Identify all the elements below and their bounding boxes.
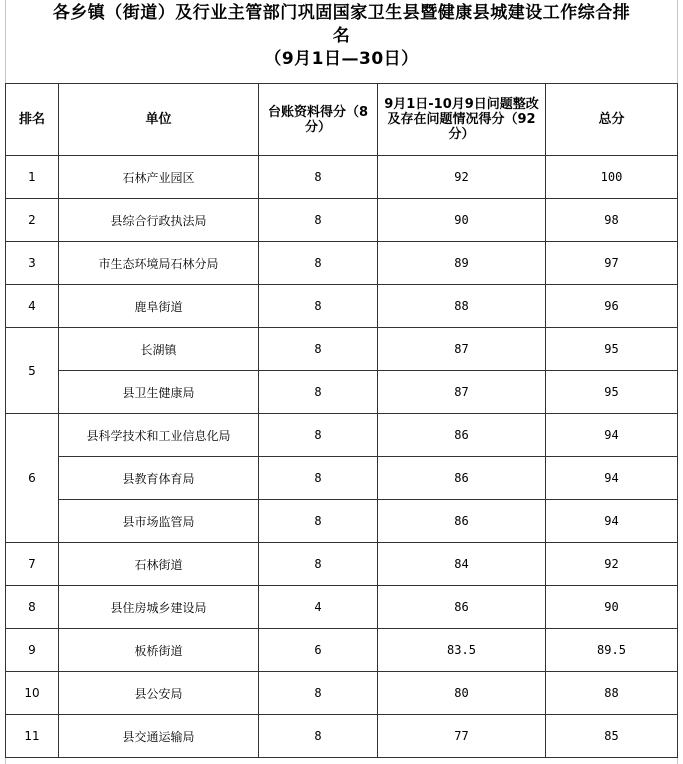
cell-rank[interactable]: 5 — [6, 328, 59, 414]
cell-rectify-score[interactable]: 77 — [378, 715, 546, 758]
table-row — [6, 156, 678, 199]
cell-unit[interactable]: 板桥街道 — [59, 629, 259, 672]
title-line-1: 各乡镇（街道）及行业主管部门巩固国家卫生县暨健康县城建设工作综合排 — [52, 3, 631, 23]
cell-ledger-score[interactable]: 8 — [259, 715, 378, 758]
table-row — [6, 414, 678, 457]
cell-rank[interactable]: 4 — [6, 285, 59, 328]
cell-total-score[interactable]: 94 — [546, 414, 678, 457]
cell-rank[interactable]: 10 — [6, 672, 59, 715]
cell-rectify-score[interactable]: 84 — [378, 543, 546, 586]
cell-ledger-score[interactable]: 8 — [259, 672, 378, 715]
cell-unit[interactable]: 长湖镇 — [59, 328, 259, 371]
cell-rank[interactable]: 3 — [6, 242, 59, 285]
cell-rectify-score[interactable]: 80 — [378, 672, 546, 715]
cell-unit[interactable]: 县公安局 — [59, 672, 259, 715]
header-total-score[interactable]: 总分 — [546, 84, 678, 156]
cell-rectify-score[interactable]: 86 — [378, 457, 546, 500]
cell-total-score[interactable]: 98 — [546, 199, 678, 242]
table-row — [6, 371, 678, 414]
table-row — [6, 199, 678, 242]
title-line-2: 名 — [332, 26, 351, 46]
cell-rectify-score[interactable]: 90 — [378, 199, 546, 242]
cell-ledger-score[interactable]: 8 — [259, 242, 378, 285]
cell-unit[interactable]: 县卫生健康局 — [59, 371, 259, 414]
cell-unit[interactable]: 县综合行政执法局 — [59, 199, 259, 242]
header-row — [6, 84, 678, 156]
cell-ledger-score[interactable]: 8 — [259, 500, 378, 543]
title-line-3: （9月1日—30日） — [264, 49, 419, 69]
cell-rank[interactable]: 9 — [6, 629, 59, 672]
cell-rectify-score[interactable]: 92 — [378, 156, 546, 199]
table-row — [6, 586, 678, 629]
cell-unit[interactable]: 石林产业园区 — [59, 156, 259, 199]
table-row — [6, 285, 678, 328]
cell-rectify-score[interactable]: 83.5 — [378, 629, 546, 672]
cell-total-score[interactable]: 100 — [546, 156, 678, 199]
table-row — [6, 543, 678, 586]
table-row — [6, 500, 678, 543]
cell-rectify-score[interactable]: 87 — [378, 328, 546, 371]
cell-rank[interactable]: 8 — [6, 586, 59, 629]
cell-unit[interactable]: 市生态环境局石林分局 — [59, 242, 259, 285]
cell-unit[interactable]: 县市场监管局 — [59, 500, 259, 543]
ranking-table — [5, 83, 678, 758]
cell-rectify-score[interactable]: 88 — [378, 285, 546, 328]
cell-unit[interactable]: 县交通运输局 — [59, 715, 259, 758]
cell-rank[interactable]: 1 — [6, 156, 59, 199]
cell-total-score[interactable]: 94 — [546, 457, 678, 500]
header-rectify-score[interactable]: 9月1日-10月9日问题整改及存在问题情况得分（92分） — [378, 84, 546, 156]
table-body — [6, 156, 678, 758]
page-title — [6, 2, 677, 71]
cell-ledger-score[interactable]: 8 — [259, 414, 378, 457]
cell-rank[interactable]: 11 — [6, 715, 59, 758]
cell-total-score[interactable]: 97 — [546, 242, 678, 285]
table-row — [6, 629, 678, 672]
cell-rank[interactable]: 7 — [6, 543, 59, 586]
cell-total-score[interactable]: 94 — [546, 500, 678, 543]
table-row — [6, 457, 678, 500]
cell-ledger-score[interactable]: 8 — [259, 199, 378, 242]
cell-total-score[interactable]: 92 — [546, 543, 678, 586]
cell-unit[interactable]: 鹿阜街道 — [59, 285, 259, 328]
cell-ledger-score[interactable]: 8 — [259, 328, 378, 371]
cell-total-score[interactable]: 95 — [546, 328, 678, 371]
cell-rectify-score[interactable]: 87 — [378, 371, 546, 414]
cell-unit[interactable]: 县科学技术和工业信息化局 — [59, 414, 259, 457]
cell-rectify-score[interactable]: 86 — [378, 500, 546, 543]
header-ledger-score[interactable]: 台账资料得分（8分） — [259, 84, 378, 156]
table-row — [6, 715, 678, 758]
table-row — [6, 672, 678, 715]
cell-total-score[interactable]: 90 — [546, 586, 678, 629]
table-row — [6, 328, 678, 371]
cell-unit[interactable]: 县住房城乡建设局 — [59, 586, 259, 629]
cell-ledger-score[interactable]: 8 — [259, 543, 378, 586]
cell-ledger-score[interactable]: 8 — [259, 457, 378, 500]
cell-unit[interactable]: 县教育体育局 — [59, 457, 259, 500]
header-unit[interactable]: 单位 — [59, 84, 259, 156]
cell-ledger-score[interactable]: 4 — [259, 586, 378, 629]
cell-ledger-score[interactable]: 8 — [259, 371, 378, 414]
cell-ledger-score[interactable]: 8 — [259, 285, 378, 328]
cell-total-score[interactable]: 85 — [546, 715, 678, 758]
cell-rectify-score[interactable]: 89 — [378, 242, 546, 285]
cell-rectify-score[interactable]: 86 — [378, 414, 546, 457]
cell-rectify-score[interactable]: 86 — [378, 586, 546, 629]
cell-ledger-score[interactable]: 8 — [259, 156, 378, 199]
cell-total-score[interactable]: 89.5 — [546, 629, 678, 672]
cell-total-score[interactable]: 88 — [546, 672, 678, 715]
cell-ledger-score[interactable]: 6 — [259, 629, 378, 672]
cell-rank[interactable]: 2 — [6, 199, 59, 242]
header-rank[interactable]: 排名 — [6, 84, 59, 156]
table-row — [6, 242, 678, 285]
cell-rank[interactable]: 6 — [6, 414, 59, 543]
cell-unit[interactable]: 石林街道 — [59, 543, 259, 586]
cell-total-score[interactable]: 96 — [546, 285, 678, 328]
cell-total-score[interactable]: 95 — [546, 371, 678, 414]
